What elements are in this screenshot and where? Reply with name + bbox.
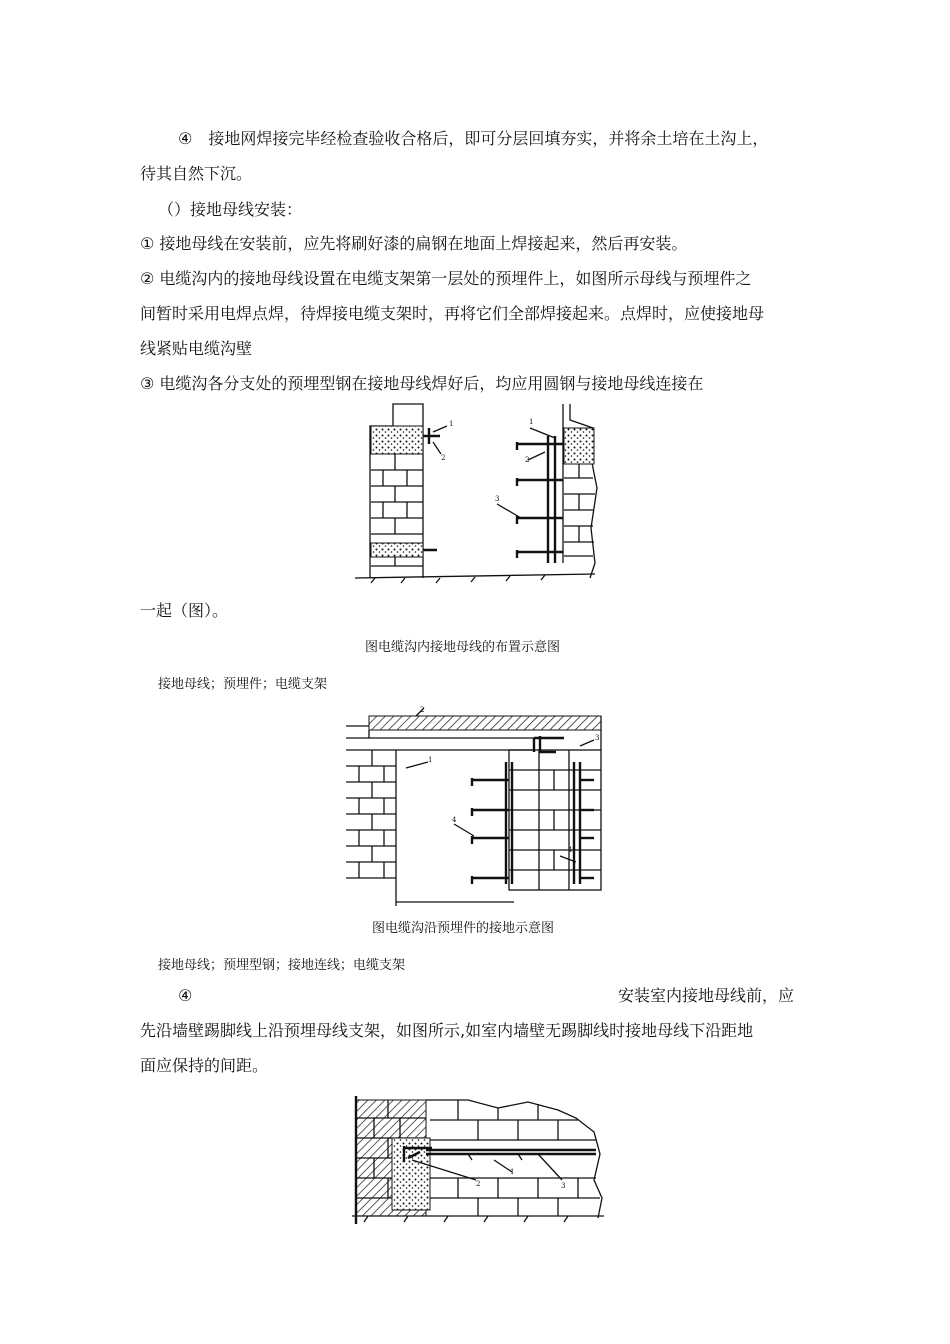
fig2-label-1: 1: [428, 756, 433, 764]
fig1-label-2b: 2: [525, 456, 530, 464]
fig2-label-4a: 4: [452, 816, 457, 824]
fig2-caption: 图电缆沟沿预埋件的接地示意图: [372, 921, 555, 936]
fig2-label-2: 2: [420, 706, 425, 714]
paragraph-backfill-line2: 待其自然下沉。: [140, 164, 253, 183]
item-2-line2: 间暂时采用电焊点焊，待焊接电缆支架时，再将它们全部焊接起来。点焊时，应使接地母: [140, 304, 765, 323]
item-3-line2: 一起（图）。: [140, 601, 229, 620]
item-1: ① 接地母线在安装前，应先将刷好漆的扁钢在地面上焊接起来，然后再安装。: [140, 234, 688, 253]
section-heading-grounding-busbar: （）接地母线安装：: [158, 200, 303, 219]
fig3-label-3: 3: [561, 1182, 566, 1190]
fig1-label-3: 3: [495, 495, 500, 503]
figure-indoor-busbar-support: [348, 1094, 618, 1228]
fig1-label-1a: 1: [449, 420, 454, 428]
fig3-label-2: 2: [476, 1180, 481, 1188]
paragraph-backfill-line1: ④ 接地网焊接完毕经检查验收合格后，即可分层回填夯实，并将余土培在土沟上，: [178, 129, 769, 148]
item-4-line2: 先沿墙壁踢脚线上沿预埋母线支架，如图所示,如室内墙壁无踢脚线时接地母线下沿距地: [140, 1021, 754, 1040]
item-2-line1: ② 电缆沟内的接地母线设置在电缆支架第一层处的预埋件上，如图所示母线与预埋件之: [140, 269, 752, 288]
fig1-label-1b: 1: [529, 418, 534, 426]
fig2-legend: 接地母线；预埋型钢；接地连线；电缆支架: [158, 958, 406, 973]
figure-cable-trench-embedded-grounding: [344, 706, 606, 916]
fig3-label-1: 1: [510, 1168, 515, 1176]
fig1-caption: 图电缆沟内接地母线的布置示意图: [365, 640, 561, 655]
item-2-line3: 线紧贴电缆沟壁: [140, 339, 253, 358]
item-4-line3: 面应保持的间距。: [140, 1056, 269, 1075]
item-4-line1-tail: 安装室内接地母线前，应: [618, 986, 795, 1005]
fig1-label-2a: 2: [441, 454, 446, 462]
fig2-label-3: 3: [595, 734, 600, 742]
item-3-line1: ③ 电缆沟各分支处的预埋型钢在接地母线焊好后，均应用圆钢与接地母线连接在: [140, 374, 704, 393]
fig2-label-4b: 4: [568, 846, 573, 854]
item-4-marker: ④: [178, 986, 193, 1005]
fig1-legend: 接地母线；预埋件；电缆支架: [158, 677, 328, 692]
figure-cable-trench-busbar-layout: [345, 398, 605, 584]
